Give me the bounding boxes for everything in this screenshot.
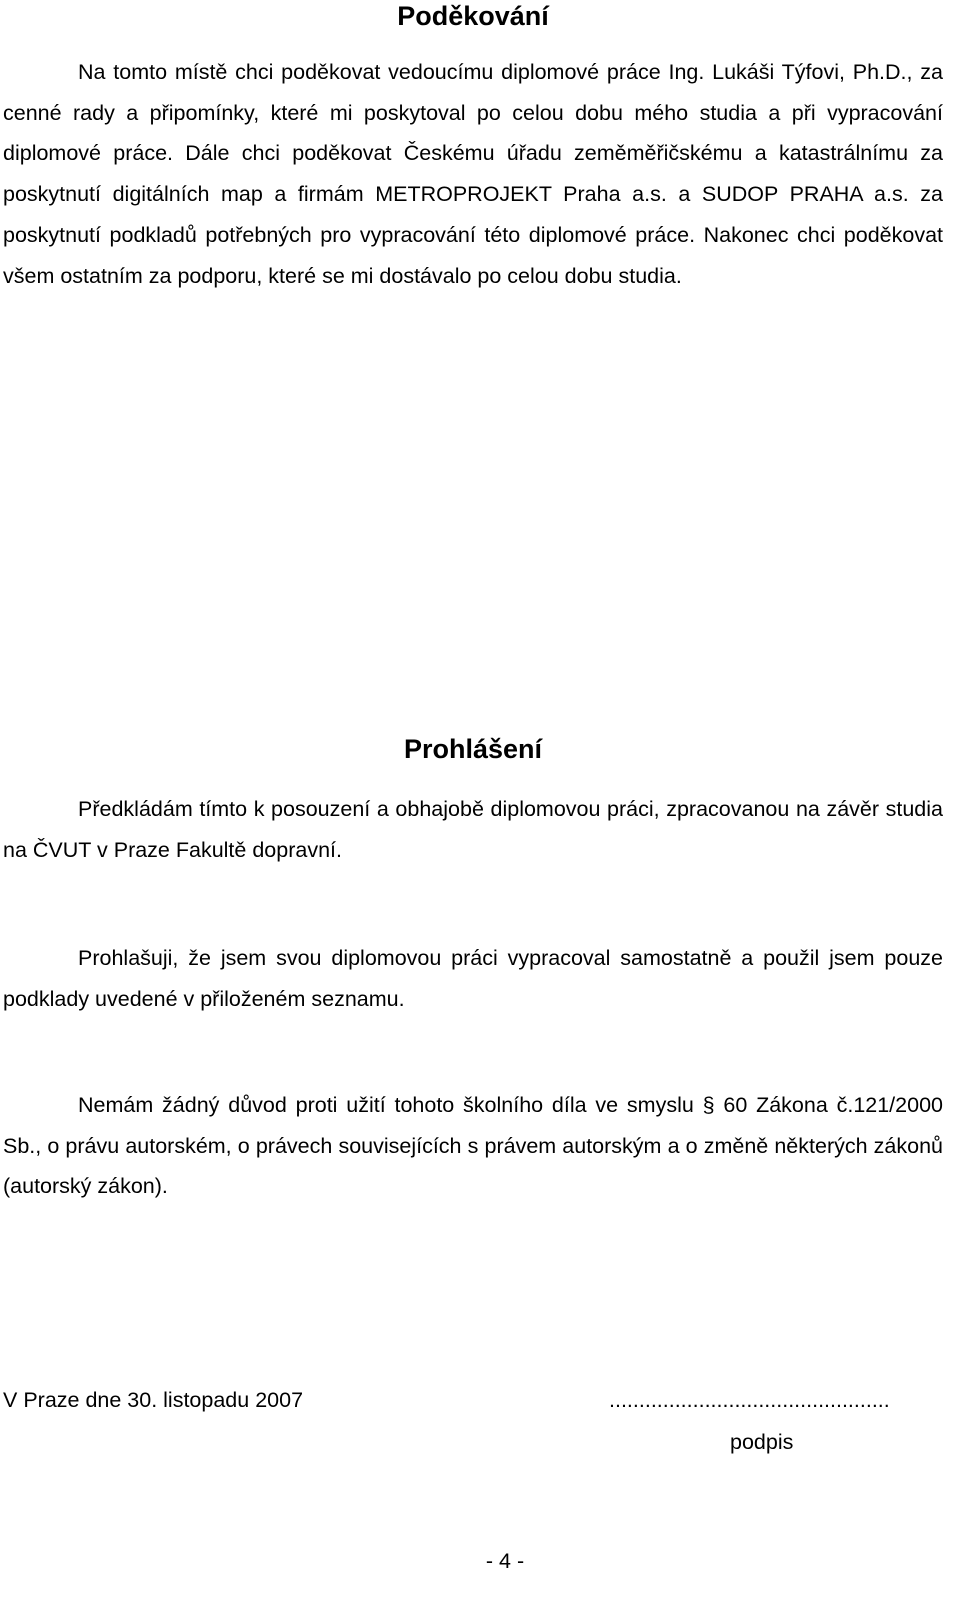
page-number: - 4 - [485,1549,525,1573]
signature-date: V Praze dne 30. listopadu 2007 [3,1388,304,1412]
signature-label: podpis [730,1430,794,1454]
declaration-paragraph-2: Prohlašuji, že jsem svou diplomovou práci vypracoval samostatně a použil jsem pouze podklady uvedené v přiloženém seznamu. [3,946,943,1011]
declaration-title: Prohlášení [403,734,543,764]
acknowledgements-paragraph: Na tomto místě chci poděkovat vedoucímu diplomové práce Ing. Lukáši Týfovi, Ph.D., za cenné rady a připomínky, které mi poskytoval po celou dobu mého studia a při vypracování diplomové práce. Dále chci poděkovat Českému úřadu zeměměřičskému a katastrálnímu za poskytnutí digitálních map a firmám METROPROJEKT Praha a.s. a SUDOP PRAHA a.s. za poskytnutí podkladů potřebných pro vypracování této diplomové práce. Nakonec chci poděkovat všem ostatním za podporu, které se mi dostávalo po celou dobu studia. [3,60,943,288]
signature-line: ............................................... [609,1388,890,1412]
declaration-paragraph-1: Předkládám tímto k posouzení a obhajobě diplomovou práci, zpracovanou na závěr studia na ČVUT v Praze Fakultě dopravní. [3,797,943,862]
acknowledgements-title: Poděkování [397,1,549,31]
document-page [3,0,943,1597]
declaration-paragraph-3: Nemám žádný důvod proti užití tohoto školního díla ve smyslu § 60 Zákona č.121/2000 Sb., o právu autorském, o právech souvisejících s právem autorským a o změně některých zákonů (autorský zákon). [3,1093,943,1199]
